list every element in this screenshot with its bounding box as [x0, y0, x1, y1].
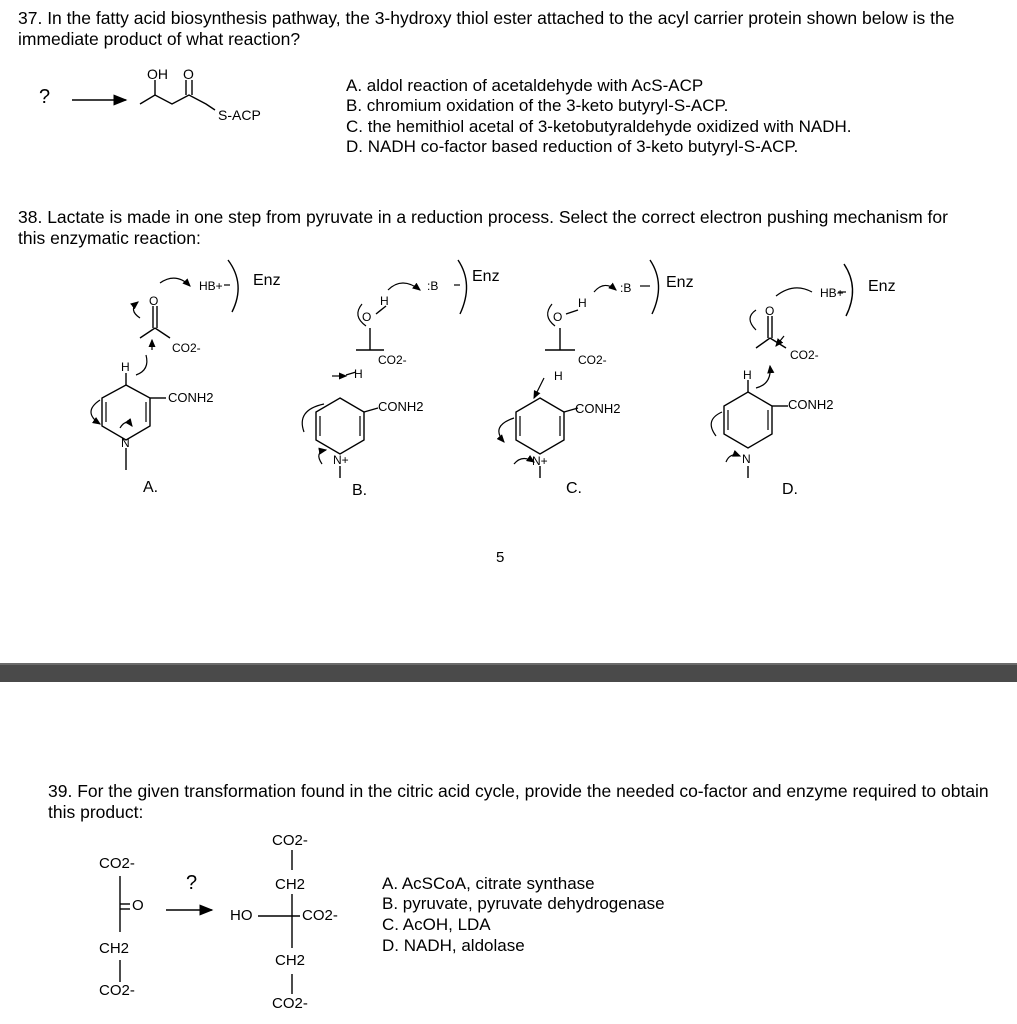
mech-d-h-label: H: [743, 368, 752, 382]
mech-a-enz-label: Enz: [253, 272, 281, 289]
mech-a-o-label: O: [149, 294, 159, 308]
mech-a-co2-label: CO2-: [172, 341, 201, 355]
question-38-text: 38. Lactate is made in one step from pyruvate in a reduction process. Select the correct electron pushing mechanism for this enzymatic reaction:: [18, 207, 948, 248]
q39-unknown-reagent: ?: [186, 872, 198, 894]
q37-oh-label: OH: [147, 66, 168, 82]
mech-a-label: A.: [143, 479, 159, 496]
q37-unknown-reactant: ?: [39, 86, 51, 108]
q39-product-bottom-co2: CO2-: [272, 995, 308, 1012]
mech-c-label: C.: [566, 480, 582, 497]
q37-option-b: B. chromium oxidation of the 3-keto butyryl-S-ACP.: [346, 96, 729, 115]
q39-product-ho: HO: [230, 907, 253, 924]
mech-d-o-label: O: [765, 304, 775, 318]
mech-a-conh2-label: CONH2: [168, 390, 214, 405]
mech-d-co2-label: CO2-: [790, 348, 819, 362]
mech-c-co2-label: CO2-: [578, 353, 607, 367]
mech-b-enz-label: Enz: [472, 268, 500, 285]
q37-o-label: O: [183, 66, 194, 82]
mech-b-h-top-label: H: [380, 294, 389, 308]
mech-b-label: B.: [352, 482, 368, 499]
mech-c-h-label: H: [554, 369, 563, 383]
q39-product-top-co2: CO2-: [272, 832, 308, 849]
q37-option-a: A. aldol reaction of acetaldehyde with AcS-ACP: [346, 76, 704, 95]
q39-product-right-co2: CO2-: [302, 907, 338, 924]
mech-b-o-label: O: [362, 310, 372, 324]
mech-b-nplus-label: N+: [333, 453, 349, 467]
mech-b-co2-label: CO2-: [378, 353, 407, 367]
q37-option-c: C. the hemithiol acetal of 3-ketobutyraldehyde oxidized with NADH.: [346, 117, 852, 136]
q37-sacp-label: S-ACP: [218, 107, 261, 123]
q39-option-a: A. AcSCoA, citrate synthase: [382, 874, 595, 893]
q39-option-d: D. NADH, aldolase: [382, 936, 525, 955]
q39-reactant-carbonyl-o: O: [132, 897, 144, 914]
mech-a-hb-label: HB+: [199, 279, 223, 293]
mech-b-h-label: H: [354, 367, 363, 381]
mech-d-n-label: N: [742, 452, 751, 466]
q39-reactant-bottom-co2: CO2-: [99, 982, 135, 999]
q39-product-ch2-lower: CH2: [275, 952, 306, 969]
question-39-text: 39. For the given transformation found in the citric acid cycle, provide the needed co-factor and enzyme required to obtain this product:: [48, 781, 989, 822]
mech-c-conh2-label: CONH2: [575, 401, 621, 416]
mech-c-nplus-label: N+: [532, 454, 548, 468]
mech-a-h-label: H: [121, 360, 130, 374]
q37-option-d: D. NADH co-factor based reduction of 3-keto butyryl-S-ACP.: [346, 137, 799, 156]
mech-c-h-top-label: H: [578, 296, 587, 310]
mech-b-base-label: :B: [427, 279, 439, 293]
mech-d-label: D.: [782, 481, 798, 498]
mech-d-hb-label: HB+: [820, 286, 844, 300]
mech-d-conh2-label: CONH2: [788, 397, 834, 412]
mech-c-enz-label: Enz: [666, 274, 694, 291]
q39-option-b: B. pyruvate, pyruvate dehydrogenase: [382, 894, 665, 913]
mech-c-o-label: O: [553, 310, 563, 324]
q39-option-c: C. AcOH, LDA: [382, 915, 491, 934]
mech-b-conh2-label: CONH2: [378, 399, 424, 414]
page-number: 5: [496, 549, 505, 566]
q39-reactant-ch2: CH2: [99, 940, 130, 957]
mech-d-enz-label: Enz: [868, 278, 896, 295]
q39-reactant-top-co2: CO2-: [99, 855, 135, 872]
mech-c-base-label: :B: [620, 281, 632, 295]
q39-product-ch2-upper: CH2: [275, 876, 306, 893]
mech-a-n-label: N: [121, 436, 130, 450]
question-37-text: 37. In the fatty acid biosynthesis pathway, the 3-hydroxy thiol ester attached to the acyl carrier protein shown below is the immediate product of what reaction?: [18, 8, 955, 49]
